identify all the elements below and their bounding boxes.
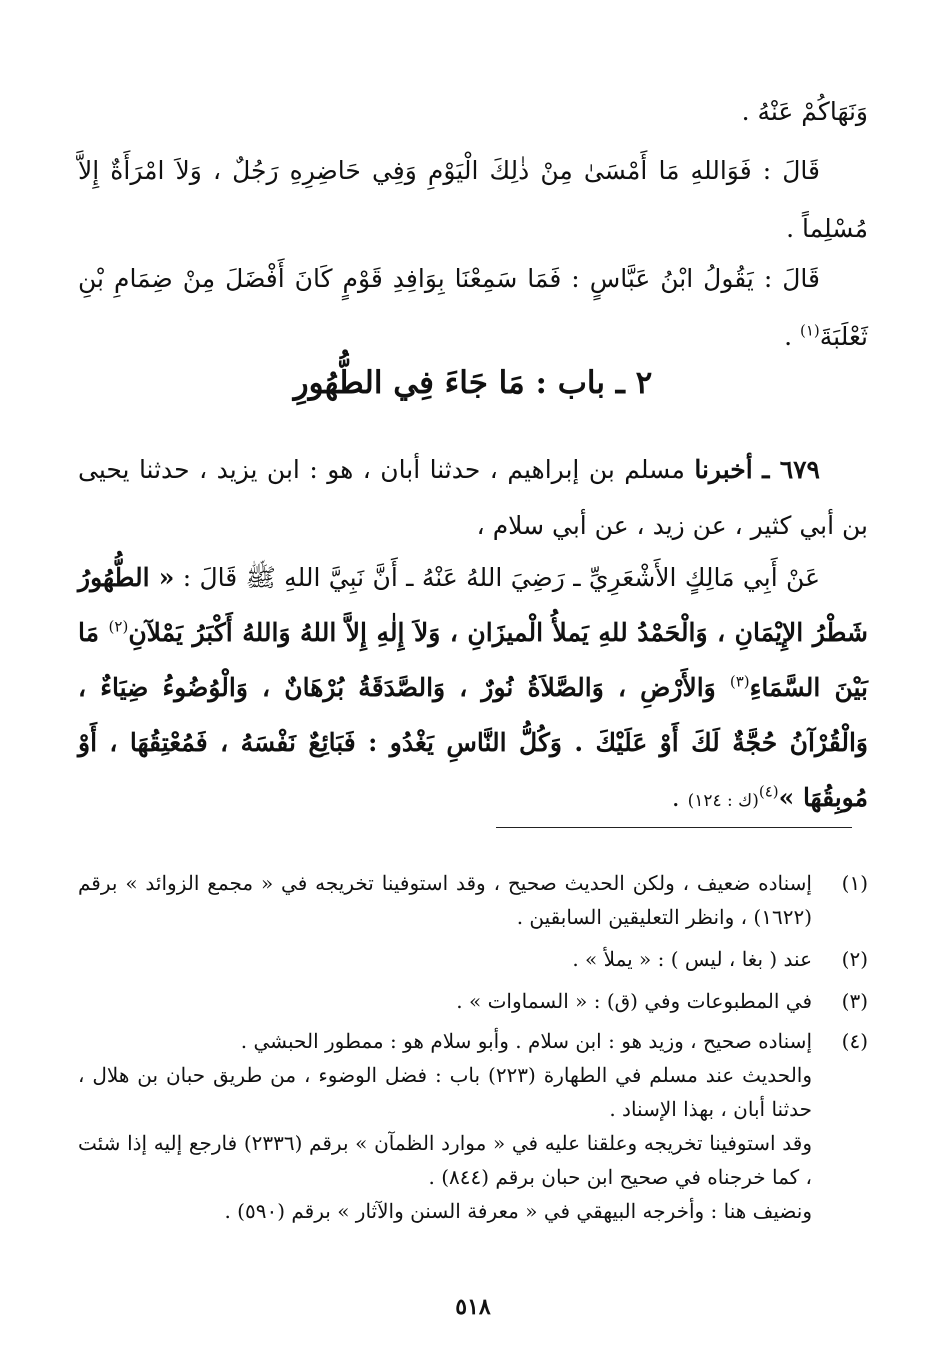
hadith-isnad	[78, 442, 868, 554]
hadith-number: ٦٧٩ ـ	[762, 455, 820, 484]
footnote-1	[78, 866, 868, 934]
hadith-matn-2: مَا بَيْنَ السَّمَاءِ	[78, 618, 868, 702]
footnote-ref-4: (٤)	[758, 782, 779, 801]
page-number: ٥١٨	[455, 1294, 491, 1320]
hadith-end: .	[671, 783, 688, 812]
footnote-2-text: عند ( بغا ، ليس ) : « يملأ » .	[572, 947, 812, 971]
hadith-matn-3: وَالأَرْضِ ، وَالصَّلاَةُ نُورٌ ، وَالصَّدَقَةُ بُرْهَانٌ ، وَالْوُضُوءُ ضِيَاءٌ ، وَالْقُرْآنُ حُجَّةٌ لَكَ أَوْ عَلَيْكَ . وَكُلُّ النَّاسِ يَغْدُو : فَبَائِعٌ نَفْسَهُ ، فَمُعْتِقُهَا ، أَوْ مُوبِقُهَا »	[78, 673, 868, 812]
hadith-lead: أخبرنا	[694, 455, 753, 484]
footnote-ref-2: (٢)	[108, 617, 129, 636]
footnote-3-text: في المطبوعات وفي (ق) : « السماوات » .	[456, 989, 812, 1013]
footnote-4-number: (٤)	[841, 1029, 868, 1053]
footnote-1-number: (١)	[841, 871, 868, 895]
footnote-1-text: إسناده ضعيف ، ولكن الحديث صحيح ، وقد استوفينا تخريجه في « مجمع الزوائد » برقم (١٦٢٢) ، وانظر التعليقين السابقين .	[78, 871, 812, 929]
hadith-isnad-text: مسلم بن إبراهيم ، حدثنا أبان ، هو : ابن يزيد ، حدثنا يحيى بن أبي كثير ، عن زيد ، عن أبي سلام ،	[78, 455, 868, 540]
paragraph-qala-2-end: .	[784, 322, 800, 351]
paragraph-qala-2	[78, 250, 868, 366]
footnote-4	[78, 1024, 868, 1228]
footnote-ref-3: (٣)	[729, 672, 750, 691]
footnote-4-line-4: ونضيف هنا : وأخرجه البيهقي في « معرفة السنن والآثار » برقم (٥٩٠) .	[224, 1199, 812, 1223]
hadith-matn	[78, 550, 868, 829]
footnote-4-line-3: وقد استوفينا تخريجه وعلقنا عليه في « موارد الظمآن » برقم (٢٣٣٦) فارجع إليه إذا شئت ، كما خرجناه في صحيح ابن حبان برقم (٨٤٤) .	[78, 1131, 812, 1189]
paragraph-qala-1: قَالَ : فَوَاللهِ مَا أَمْسَىٰ مِنْ ذٰلِكَ الْيَوْمِ وَفِي حَاضِرِهِ رَجُلٌ ، وَلاَ امْرَأَةٌ إِلاَّ مُسْلِماً .	[78, 156, 868, 243]
opening-line: وَنَهَاكُمْ عَنْهُ .	[741, 97, 868, 126]
footnote-2-number: (٢)	[841, 947, 868, 971]
footnote-2	[78, 942, 868, 976]
footnote-4-line-1: إسناده صحيح ، وزيد هو : ابن سلام . وأبو سلام هو : ممطور الحبشي .	[240, 1029, 812, 1053]
footnote-divider	[496, 827, 852, 828]
hadith-intro: عَنْ أَبِي مَالِكٍ الأَشْعَرِيِّ ـ رَضِيَ اللهُ عَنْهُ ـ أَنَّ نَبِيَّ اللهِ ﷺ قَالَ :	[182, 563, 820, 592]
hadith-source: (ك : ١٢٤)	[687, 791, 759, 811]
footnote-ref-1: (١)	[799, 321, 820, 340]
paragraph-qala-2-text: قَالَ : يَقُولُ ابْنُ عَبَّاسٍ : فَمَا سَمِعْنَا بِوَافِدِ قَوْمٍ كَانَ أَفْضَلَ مِنْ ضِمَامِ بْنِ ثَعْلَبَةَ	[78, 264, 868, 351]
footnote-3	[78, 984, 868, 1018]
footnote-4-line-2: والحديث عند مسلم في الطهارة (٢٢٣) باب : فضل الوضوء ، من طريق حبان بن هلال ، حدثنا أبان ، بهذا الإسناد .	[78, 1063, 813, 1121]
footnote-3-number: (٣)	[841, 989, 868, 1013]
chapter-title: ٢ ـ باب : مَا جَاءَ فِي الطُّهُورِ	[293, 365, 653, 401]
hadith-matn-1: « الطُّهُورُ شَطْرُ الإِيْمَانِ ، وَالْحَمْدُ للهِ يَملأُ الْميزَانِ ، وَلاَ إِلٰهِ إِلاَّ اللهُ وَاللهُ أَكْبَرُ يَمْلآنِ	[78, 563, 868, 647]
